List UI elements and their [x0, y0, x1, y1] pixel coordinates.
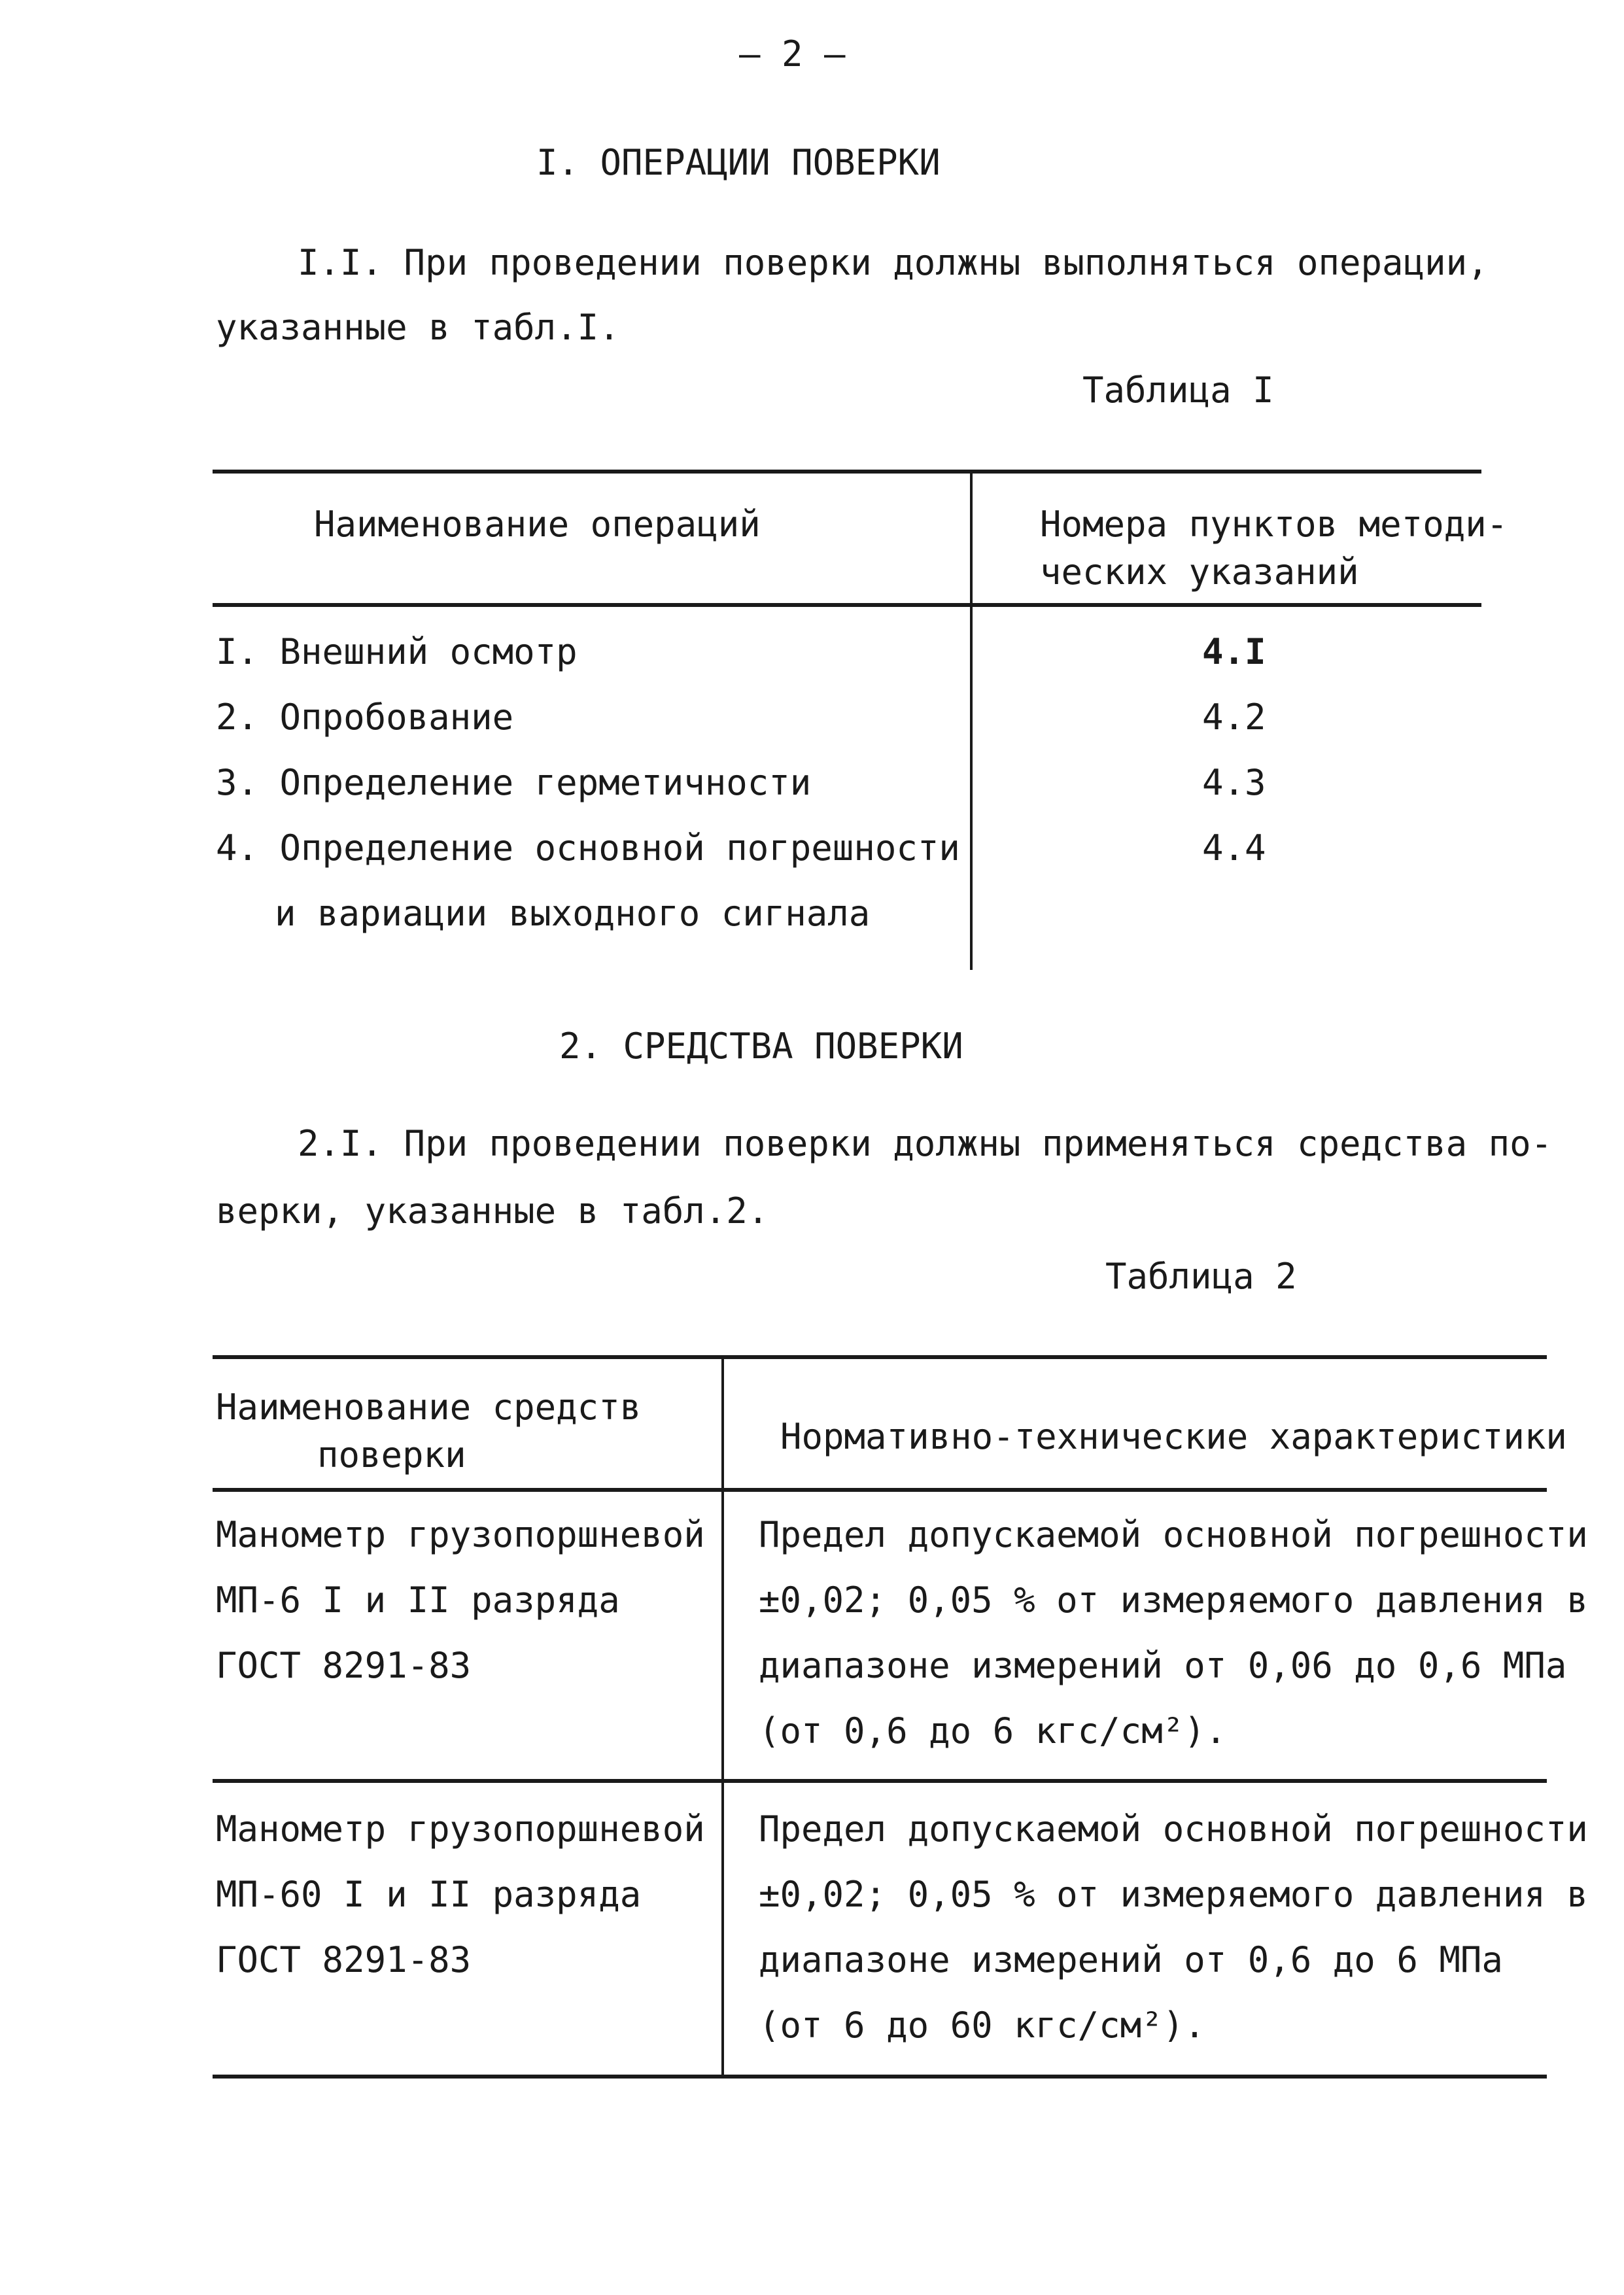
table-2-row-1-name-line-1: Манометр грузопоршневой — [216, 1514, 705, 1555]
table-2-row-2-spec-line-2: ±0,02; 0,05 % от измеряемого давления в — [759, 1874, 1588, 1915]
table-1-header-rule — [213, 603, 1481, 607]
table-2-row-2-name-line-1: Манометр грузопоршневой — [216, 1808, 705, 1850]
table-1-row-1-name: I. Внешний осмотр — [216, 631, 578, 672]
table-2-row-2-name-line-2: МП-60 I и II разряда — [216, 1874, 642, 1915]
table-2-col1-header-line-2: поверки — [317, 1434, 466, 1475]
table-2-header-rule — [213, 1488, 1547, 1492]
table-1-column-divider — [970, 470, 973, 970]
table-2-caption: Таблица 2 — [1105, 1256, 1297, 1297]
table-1-col2-header-line-2: ческих указаний — [1040, 551, 1359, 593]
table-1-col1-header: Наименование операций — [314, 504, 761, 545]
table-2-row-2-name-line-3: ГОСТ 8291-83 — [216, 1939, 472, 1980]
table-2-col2-header: Нормативно-технические характеристики — [780, 1416, 1567, 1457]
section-2-paragraph-line-1: 2.I. При проведении поверки должны применяться средства по- — [298, 1123, 1553, 1164]
table-2-column-divider — [721, 1355, 724, 2075]
table-2-row-1-name-line-2: МП-6 I и II разряда — [216, 1579, 620, 1621]
page-number: — 2 — — [739, 33, 846, 75]
table-2-row-1-name-line-3: ГОСТ 8291-83 — [216, 1645, 472, 1686]
table-1-row-4-name: 4. Определение основной погрешности — [216, 827, 960, 869]
table-1-row-3-ref: 4.3 — [1202, 762, 1266, 803]
table-2-row-1-spec-line-1: Предел допускаемой основной погрешности — [759, 1514, 1588, 1555]
table-2-row-rule — [213, 1779, 1547, 1783]
table-1-row-2-ref: 4.2 — [1202, 697, 1266, 738]
table-1-caption: Таблица I — [1082, 370, 1274, 411]
table-1-col2-header-line-1: Номера пунктов методи- — [1040, 504, 1508, 545]
table-2-row-2-spec-line-4: (от 6 до 60 кгс/см²). — [759, 2005, 1205, 2046]
table-2-top-rule — [213, 1355, 1547, 1359]
section-1-paragraph-line-1: I.I. При проведении поверки должны выполняться операции, — [298, 242, 1489, 283]
table-2-row-2-spec-line-3: диапазоне измерений от 0,6 до 6 МПа — [759, 1939, 1503, 1980]
table-2-bottom-rule — [213, 2075, 1547, 2079]
table-1-row-5-name: и вариации выходного сигнала — [275, 893, 871, 934]
table-2-col1-header-line-1: Наименование средств — [216, 1387, 642, 1428]
table-1-row-2-name: 2. Опробование — [216, 697, 514, 738]
table-2-row-1-spec-line-4: (от 0,6 до 6 кгс/см²). — [759, 1710, 1227, 1751]
section-2-paragraph-line-2: верки, указанные в табл.2. — [216, 1190, 769, 1232]
table-1-row-1-ref: 4.I — [1202, 631, 1266, 672]
section-1-paragraph-line-2: указанные в табл.I. — [216, 307, 620, 348]
table-2-row-1-spec-line-2: ±0,02; 0,05 % от измеряемого давления в — [759, 1579, 1588, 1621]
table-2-row-2-spec-line-1: Предел допускаемой основной погрешности — [759, 1808, 1588, 1850]
table-1-row-3-name: 3. Определение герметичности — [216, 762, 812, 803]
table-1-row-4-ref: 4.4 — [1202, 827, 1266, 869]
table-2-row-1-spec-line-3: диапазоне измерений от 0,06 до 0,6 МПа — [759, 1645, 1567, 1686]
section-2-heading: 2. СРЕДСТВА ПОВЕРКИ — [559, 1026, 963, 1067]
table-1-top-rule — [213, 470, 1481, 474]
section-1-heading: I. ОПЕРАЦИИ ПОВЕРКИ — [536, 142, 941, 183]
